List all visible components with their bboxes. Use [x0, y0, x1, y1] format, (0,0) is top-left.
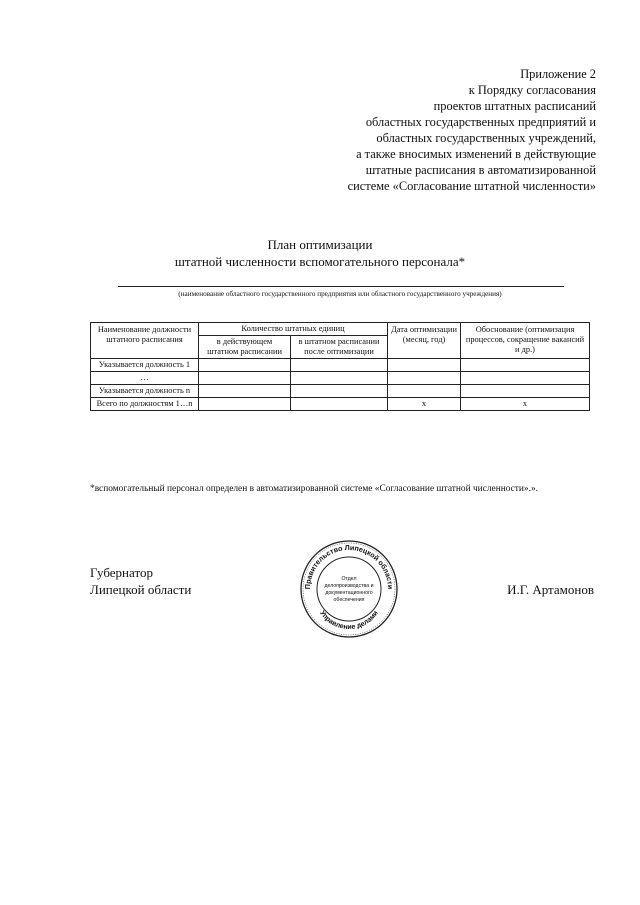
- cell-empty: [291, 385, 388, 398]
- official-seal-icon: [299, 539, 399, 639]
- cell-empty: [388, 359, 461, 372]
- signatory-title: Губернатор: [90, 565, 153, 580]
- cell-total-label: Всего по должностям 1…n: [91, 398, 199, 411]
- appendix-line: а также вносимых изменений в действующие: [356, 147, 596, 161]
- appendix-line: штатные расписания в автоматизированной: [365, 163, 596, 177]
- appendix-line: системе «Согласование штатной численности»: [347, 179, 596, 193]
- cell-total-date: x: [388, 398, 461, 411]
- cell-empty: [461, 359, 590, 372]
- plan-title: [0, 236, 640, 270]
- seal-inner-ring: [317, 557, 381, 621]
- seal-center-line: Отдел: [341, 576, 357, 582]
- cell-empty: [461, 385, 590, 398]
- cell-empty: [291, 372, 388, 385]
- header-position-name: Наименование должности штатного расписания: [91, 323, 199, 359]
- appendix-line: к Порядку согласования: [468, 83, 596, 97]
- plan-title-line2: штатной численности вспомогательного персонала*: [174, 254, 466, 269]
- signatory-region: Липецкой области: [90, 582, 192, 597]
- cell-total-reason: x: [461, 398, 590, 411]
- cell-empty: [461, 372, 590, 385]
- cell-empty: [199, 359, 291, 372]
- appendix-line: Приложение 2: [520, 67, 596, 81]
- seal-ring-bottom-text: Управление делами: [318, 609, 380, 632]
- organization-name-line: [118, 286, 564, 287]
- seal-center-line: обеспечения: [333, 597, 365, 603]
- appendix-line: областных государственных учреждений,: [376, 131, 596, 145]
- cell-empty: [199, 385, 291, 398]
- table-row: [91, 385, 590, 398]
- footnote: *вспомогательный персонал определен в автоматизированной системе «Согласование штатной численности».».: [90, 484, 538, 494]
- header-count-after: в штатном расписании после оптимизации: [291, 336, 388, 359]
- appendix-line: проектов штатных расписаний: [433, 99, 596, 113]
- seal-outer-ring: [301, 541, 397, 637]
- cell-empty: [291, 398, 388, 411]
- signatory-position: [90, 564, 191, 598]
- organization-name-hint: (наименование областного государственного предприятия или областного государственного учреждения): [178, 290, 502, 298]
- cell-position: Указывается должность n: [91, 385, 199, 398]
- cell-position: …: [91, 372, 199, 385]
- cell-empty: [291, 359, 388, 372]
- optimization-table: [90, 322, 590, 411]
- appendix-header: [266, 66, 596, 194]
- table-header-row: [91, 323, 590, 336]
- signatory-name: И.Г. Артамонов: [507, 582, 594, 597]
- cell-empty: [388, 372, 461, 385]
- header-count-current: в действующем штатном расписании: [199, 336, 291, 359]
- cell-empty: [388, 385, 461, 398]
- table-row: [91, 372, 590, 385]
- header-justification: Обоснование (оптимизация процессов, сокращение вакансий и др.): [461, 323, 590, 359]
- header-staff-count: Количество штатных единиц: [199, 323, 388, 336]
- seal-center-line: документационного: [325, 590, 373, 596]
- table-total-row: [91, 398, 590, 411]
- cell-empty: [199, 398, 291, 411]
- seal-center-line: делопроизводства и: [324, 583, 374, 589]
- cell-empty: [199, 372, 291, 385]
- appendix-line: областных государственных предприятий и: [365, 115, 596, 129]
- plan-title-line1: План оптимизации: [267, 237, 373, 252]
- seal-ring-top-text: Правительство Липецкой области: [302, 542, 396, 590]
- cell-position: Указывается должность 1: [91, 359, 199, 372]
- header-optimization-date: Дата оптимизации (месяц, год): [388, 323, 461, 359]
- table-row: [91, 359, 590, 372]
